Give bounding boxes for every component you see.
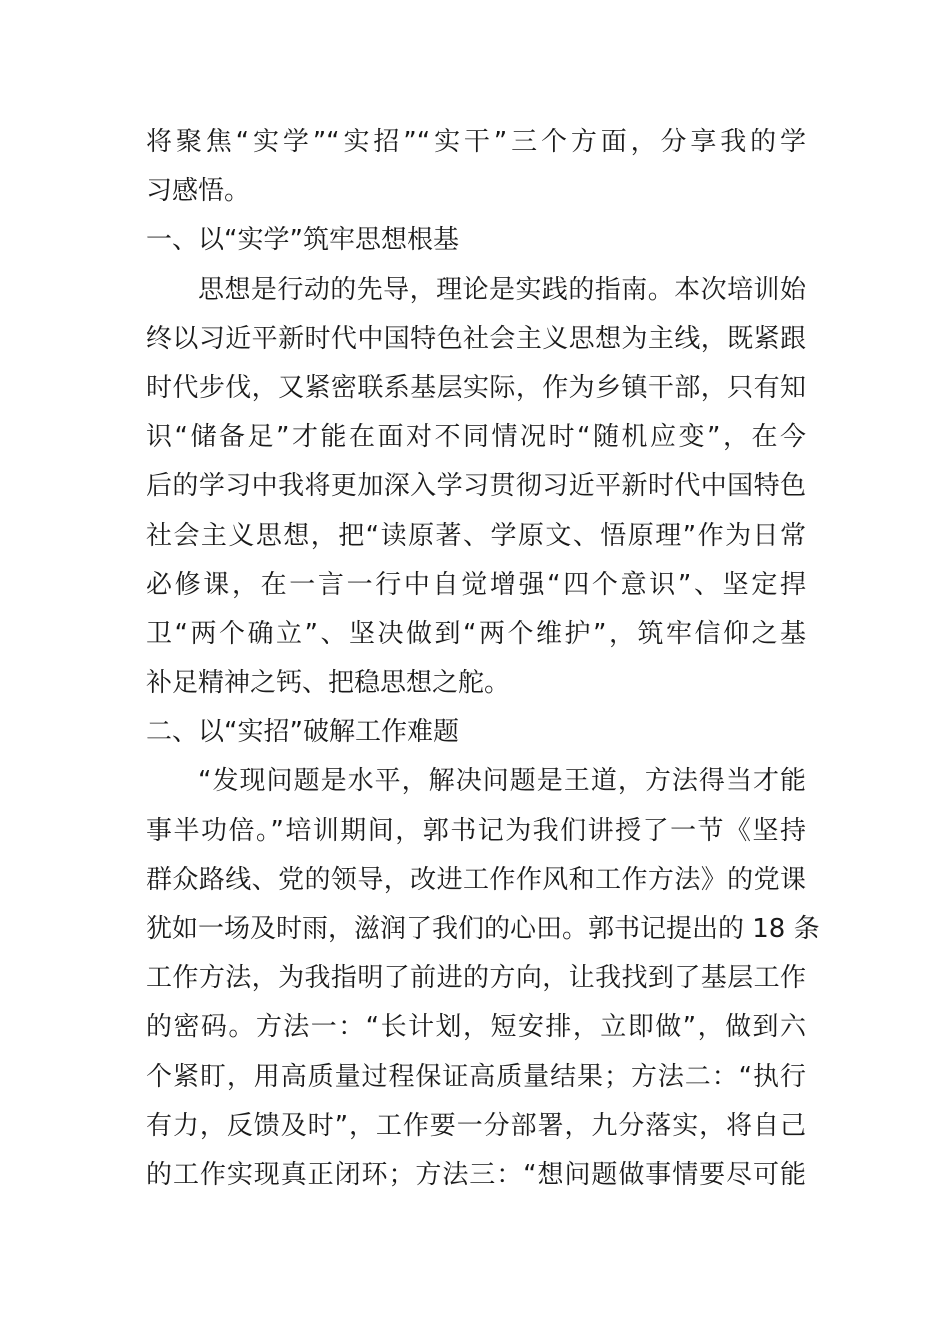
- text-line: 工作方法，为我指明了前进的方向，让我找到了基层工作: [146, 963, 806, 994]
- text-line: 犹如一场及时雨，滋润了我们的心田。郭书记提出的 18 条: [146, 914, 820, 944]
- text-line: 卫“两个确立”、坚决做到“两个维护”，筑牢信仰之基: [146, 618, 806, 649]
- text-line: 补足精神之钙、把稳思想之舵。: [146, 668, 511, 699]
- text-line: 思想是行动的先导，理论是实践的指南。本次培训始: [198, 274, 806, 305]
- text-line: 社会主义思想，把“读原著、学原文、悟原理”作为日常: [146, 520, 806, 551]
- section-heading: 二、以“实招”破解工作难题: [146, 717, 459, 748]
- text-line: 的工作实现真正闭环；方法三：“想问题做事情要尽可能: [146, 1159, 806, 1190]
- text-line: 个紧盯，用高质量过程保证高质量结果；方法二：“执行: [146, 1061, 806, 1092]
- text-line: 后的学习中我将更加深入学习贯彻习近平新时代中国特色: [146, 471, 806, 502]
- text-line: 将聚焦“实学”“实招”“实干”三个方面，分享我的学: [146, 127, 806, 157]
- text-line: 必修课，在一言一行中自觉增强“四个意识”、坚定捍: [146, 569, 806, 600]
- document-page: [146, 118, 820, 1200]
- text-line: 识“储备足”才能在面对不同情况时“随机应变”，在今: [146, 422, 806, 453]
- text-line: 有力，反馈及时”，工作要一分部署，九分落实，将自己: [146, 1110, 806, 1141]
- text-line: 群众路线、党的领导，改进工作作风和工作方法》的党课: [146, 864, 806, 895]
- text-line: 终以习近平新时代中国特色社会主义思想为主线，既紧跟: [146, 323, 806, 354]
- text-line: 事半功倍。”培训期间，郭书记为我们讲授了一节《坚持: [146, 815, 806, 846]
- section-heading: 一、以“实学”筑牢思想根基: [146, 225, 459, 256]
- text-line: 的密码。方法一：“长计划，短安排，立即做”，做到六: [146, 1012, 806, 1043]
- text-line: 时代步伐，又紧密联系基层实际，作为乡镇干部，只有知: [146, 372, 806, 403]
- text-line: “发现问题是水平，解决问题是王道，方法得当才能: [198, 766, 806, 797]
- text-line: 习感悟。: [146, 176, 251, 207]
